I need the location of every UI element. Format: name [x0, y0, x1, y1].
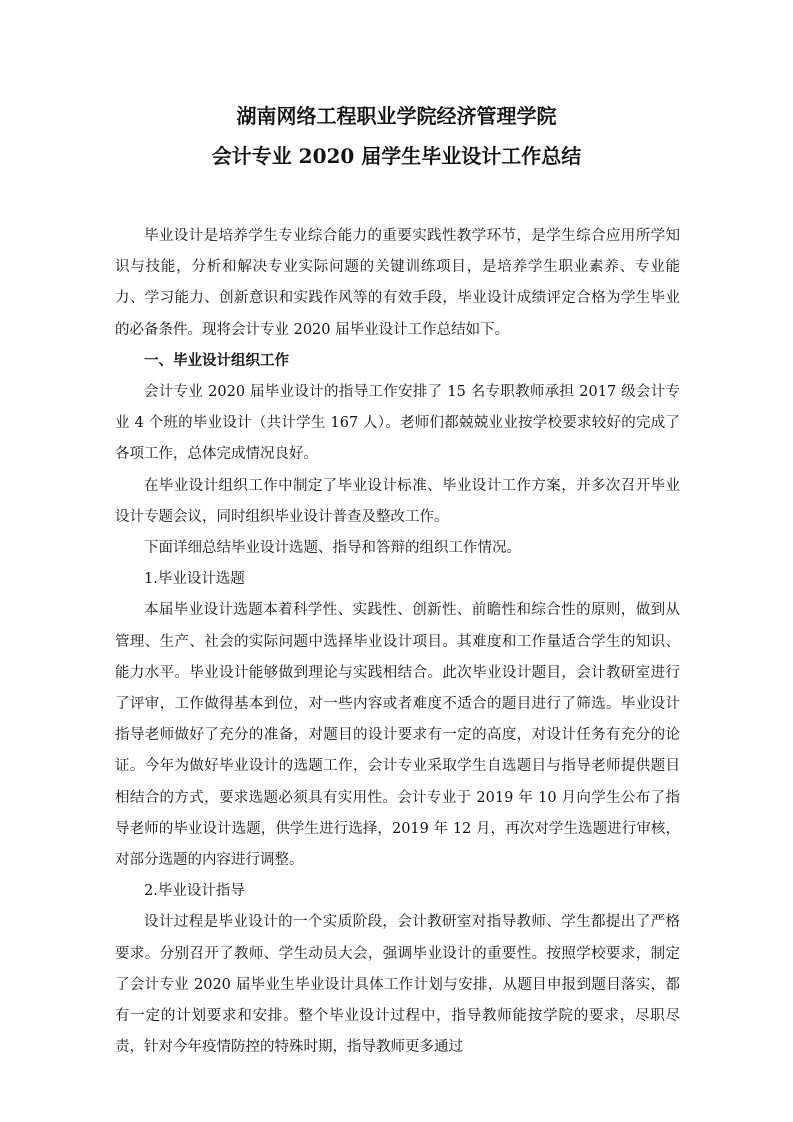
subsection-heading-guidance: 2.毕业设计指导 — [144, 883, 245, 900]
document-title-line-1: 湖南网络工程职业学院经济管理学院 — [236, 104, 557, 128]
document-title-line-2: 会计专业 2020 届学生毕业设计工作总结 — [211, 144, 582, 168]
section-heading-organization: 一、毕业设计组织工作 — [144, 352, 289, 369]
body-paragraph: 设计过程是毕业设计的一个实质阶段，会计教研室对指导教师、学生都提出了严格要求。分别召开了教师、学生动员大会，强调毕业设计的重要性。按照学校要求，制定了会计专业 2020 届毕业生毕业设计具体工作计划与安排，从题目申报到题目落实，都有一定的计划要求和安排。整个毕业设计过程中，指导教师能按学院的要求，尽职尽责，针对今年疫情防控的特殊时期，指导教师更多通过 — [115, 914, 680, 1056]
body-paragraph: 会计专业 2020 届毕业设计的指导工作安排了 15 名专职教师承担 2017 级会计专业 4 个班的毕业设计（共计学生 167 人）。老师们都兢兢业业按学校要求较好的完成了各项工作，总体完成情况良好。 — [115, 384, 680, 463]
body-paragraph: 本届毕业设计选题本着科学性、实践性、创新性、前瞻性和综合性的原则，做到从管理、生产、社会的实际问题中选择毕业设计项目。其难度和工作量适合学生的知识、能力水平。毕业设计能够做到理论与实践相结合。此次毕业设计题目，会计教研室进行了评审，工作做得基本到位，对一些内容或者难度不适合的题目进行了筛选。毕业设计指导老师做好了充分的准备，对题目的设计要求有一定的高度，对设计任务有充分的论证。今年为做好毕业设计的选题工作，会计专业采取学生自选题目与指导老师提供题目相结合的方式，要求选题必须具有实用性。会计专业于 2019 年 10 月向学生公布了指导老师的毕业设计选题，供学生进行选择，2019 年 12 月，再次对学生选题进行审核，对部分选题的内容进行调整。 — [115, 602, 680, 869]
intro-paragraph: 毕业设计是培养学生专业综合能力的重要实践性教学环节，是学生综合应用所学知识与技能，分析和解决专业实际问题的关键训练项目，是培养学生职业素养、专业能力、学习能力、创新意识和实践作风等的有效手段，毕业设计成绩评定合格为学生毕业的必备条件。现将会计专业 2020 届毕业设计工作总结如下。 — [115, 228, 680, 338]
document-body — [115, 221, 680, 1063]
body-paragraph: 下面详细总结毕业设计选题、指导和答辩的组织工作情况。 — [144, 540, 521, 557]
body-paragraph: 在毕业设计组织工作中制定了毕业设计标准、毕业设计工作方案，并多次召开毕业设计专题会议，同时组织毕业设计普查及整改工作。 — [115, 477, 680, 525]
subsection-heading-topic-selection: 1.毕业设计选题 — [144, 571, 245, 588]
